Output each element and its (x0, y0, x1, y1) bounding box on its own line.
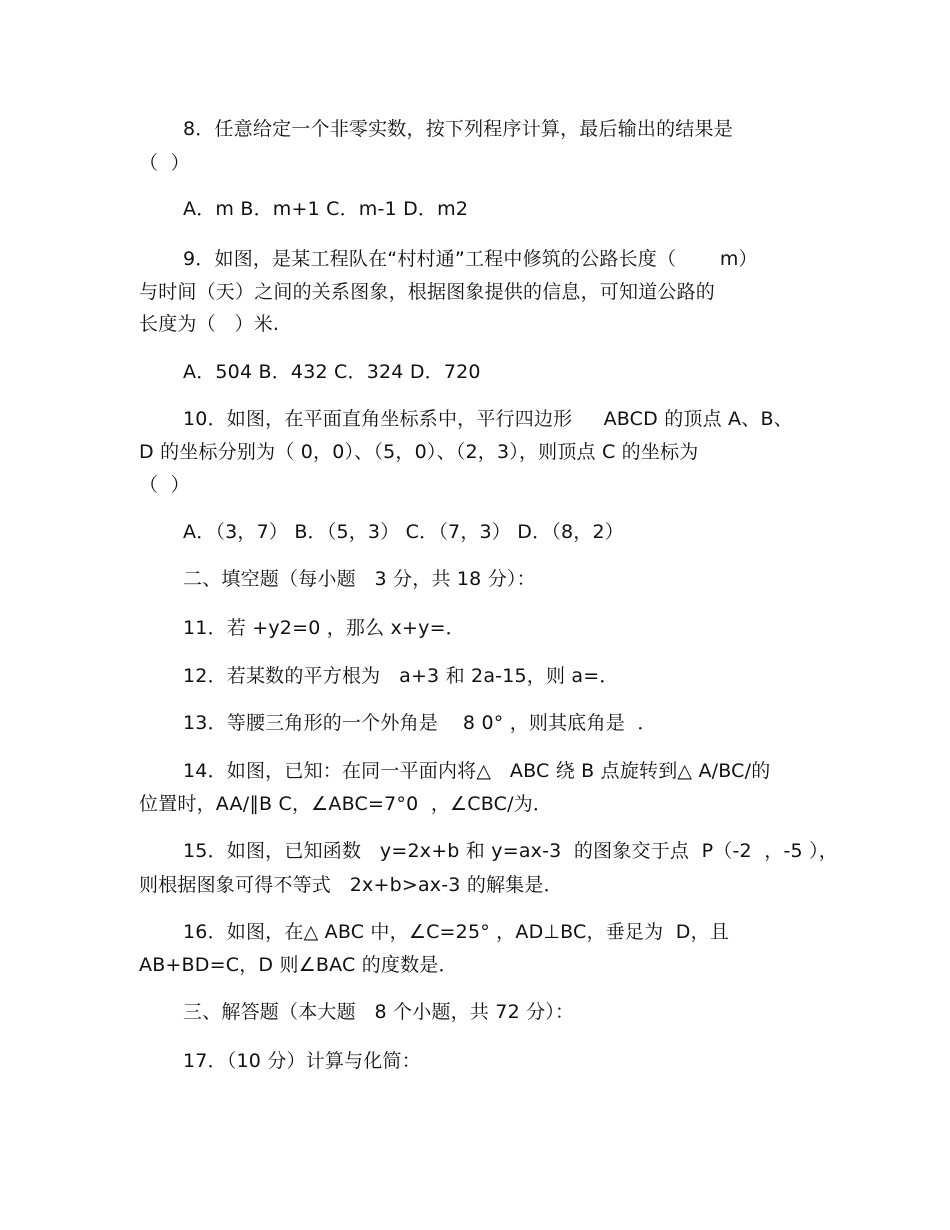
question-9-line-2: 与时间（天）之间的关系图象，根据图象提供的信息，可知道公路的 (139, 281, 716, 303)
question-9-options: A．504 B．432 C．324 D．720 (183, 361, 481, 383)
question-13: 13．等腰三角形的一个外角是 8 0° ，则其底角是 ． (183, 712, 657, 734)
question-14-line-2: 位置时，AA/∥B C，∠ABC=7°0 ，∠CBC/为． (139, 793, 553, 815)
question-16-line-2: AB+BD=C，D 则∠BAC 的度数是． (139, 954, 458, 976)
question-11: 11．若 +y2=0 ，那么 x+y=． (183, 617, 465, 639)
question-8-line-2: （ ） (139, 152, 190, 174)
section-3-heading: 三、解答题（本大题 8 个小题，共 72 分）： (183, 1001, 575, 1023)
question-9-line-1: 9．如图，是某工程队在“村村通”工程中修筑的公路长度（ m） (183, 248, 758, 270)
question-15-line-2: 则根据图象可得不等式 2x+b>ax-3 的解集是． (139, 874, 563, 896)
question-17: 17．（10 分）计算与化简： (183, 1050, 421, 1072)
question-10-line-2: D 的坐标分别为（ 0，0）、（5，0）、（2，3），则顶点 C 的坐标为 (139, 441, 699, 463)
question-8-options: A．m B．m+1 C．m-1 D．m2 (183, 198, 469, 220)
question-10-line-1: 10．如图，在平面直角坐标系中，平行四边形 ABCD 的顶点 A、B、 (183, 408, 793, 430)
question-16-line-1: 16．如图，在△ ABC 中，∠C=25° ，AD⊥BC，垂足为 D，且 (183, 921, 730, 943)
question-10-line-3: （ ） (139, 474, 190, 496)
question-14-line-1: 14．如图，已知：在同一平面内将△ ABC 绕 B 点旋转到△ A/BC/的 (183, 760, 771, 782)
question-9-line-3: 长度为（ ）米. (139, 313, 280, 335)
section-2-heading: 二、填空题（每小题 3 分，共 18 分）： (183, 568, 536, 590)
question-12: 12．若某数的平方根为 a+3 和 2a-15，则 a=． (183, 665, 619, 687)
question-10-options: A．（3，7） B．（5，3） C．（7，3） D．（8，2） (183, 521, 624, 543)
question-15-line-1: 15．如图，已知函数 y=2x+b 和 y=ax-3 的图象交于点 P（-2 ，-5 ）， (183, 840, 838, 862)
question-8-line-1: 8．任意给定一个非零实数，按下列程序计算，最后输出的结果是 (183, 118, 733, 140)
